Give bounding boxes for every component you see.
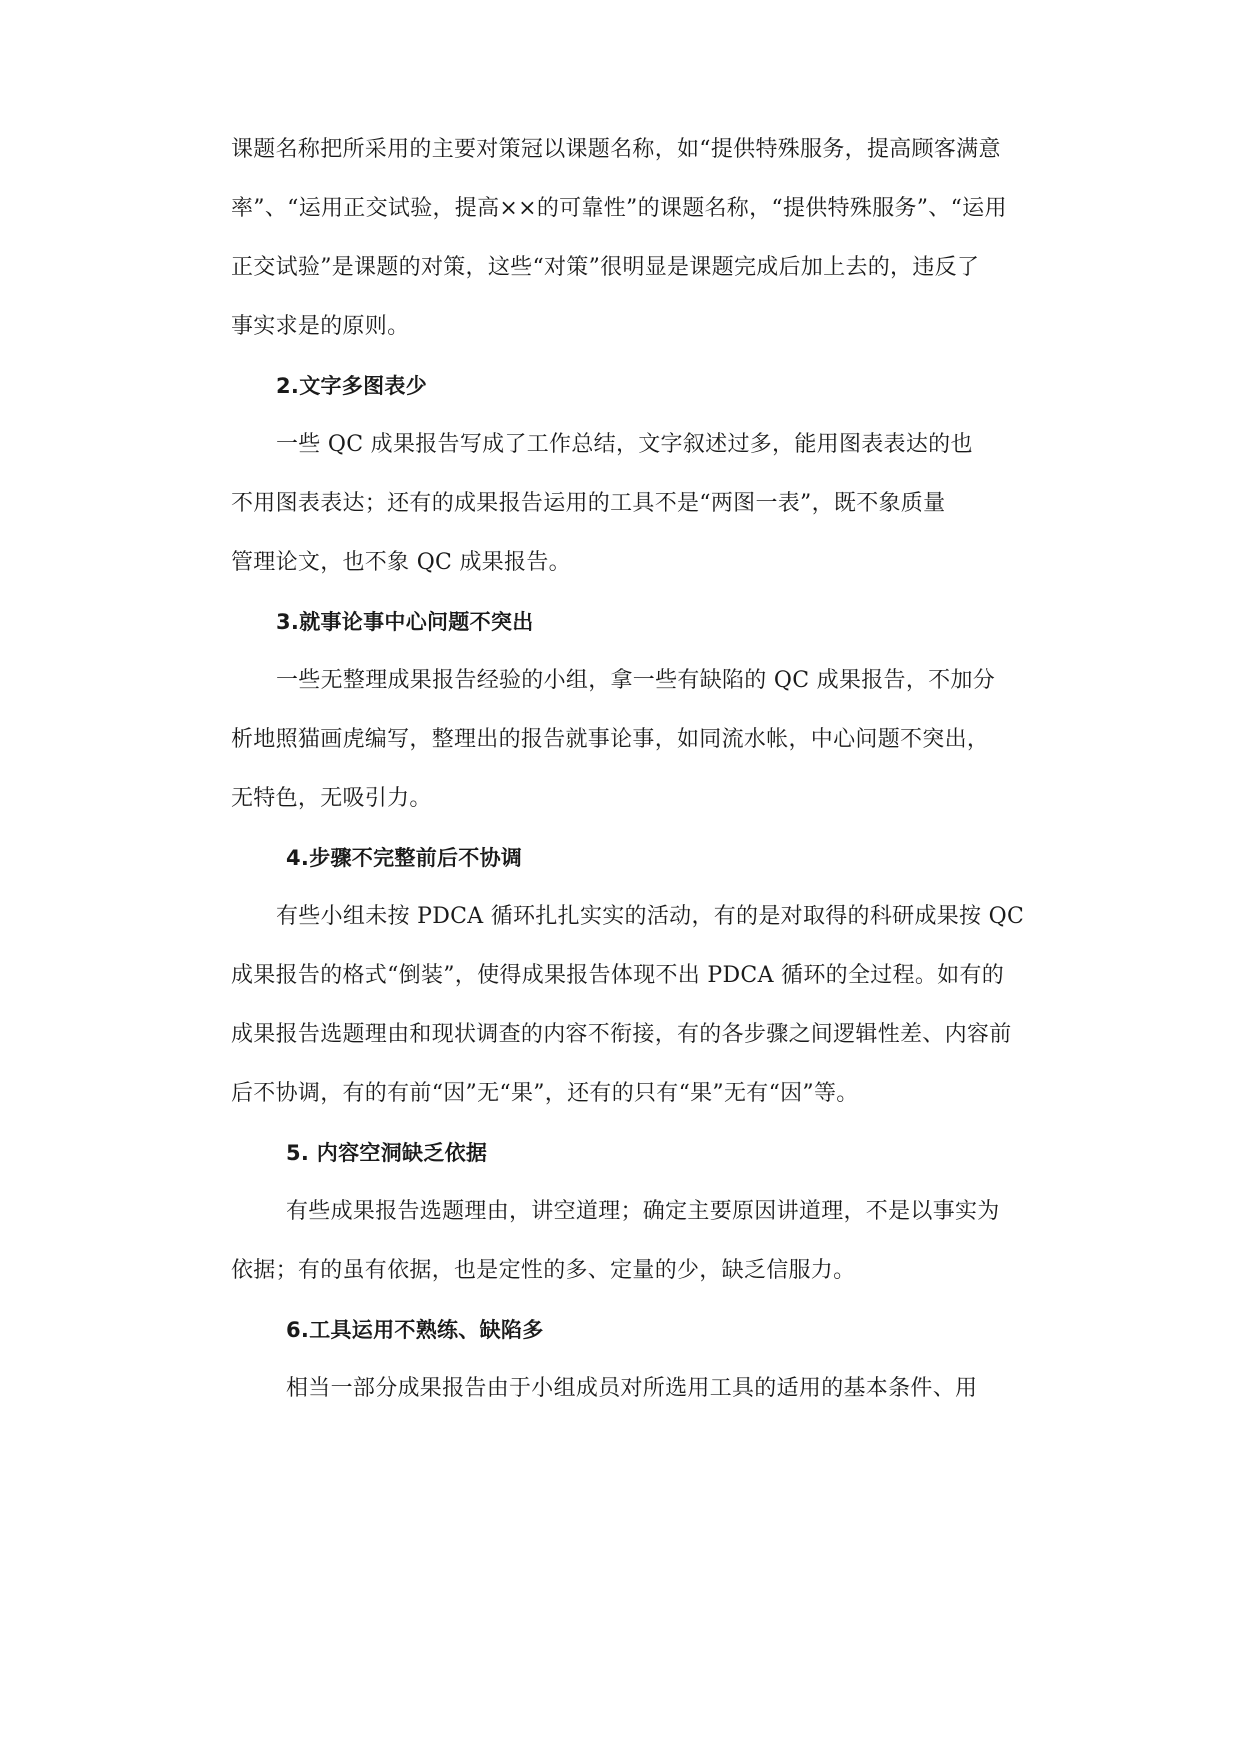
paragraph-line: 后不协调，有的有前“因”无“果”，还有的只有“果”无有“因”等。	[231, 1081, 859, 1106]
section-heading: 5. 内容空洞缺乏依据	[286, 1141, 488, 1165]
paragraph-line: 一些 QC 成果报告写成了工作总结，文字叙述过多，能用图表表达的也	[276, 432, 973, 457]
paragraph-line: 析地照猫画虎编写，整理出的报告就事论事，如同流水帐，中心问题不突出，	[231, 727, 990, 752]
paragraph-line: 相当一部分成果报告由于小组成员对所选用工具的适用的基本条件、用	[286, 1376, 978, 1401]
paragraph-line: 正交试验”是课题的对策，这些“对策”很明显是课题完成后加上去的，违反了	[231, 255, 980, 280]
paragraph-line: 成果报告的格式“倒装”，使得成果报告体现不出 PDCA 循环的全过程。如有的	[231, 963, 1005, 988]
paragraph-line: 成果报告选题理由和现状调查的内容不衔接，有的各步骤之间逻辑性差、内容前	[231, 1022, 1012, 1047]
paragraph-line: 管理论文，也不象 QC 成果报告。	[231, 550, 571, 575]
section-heading: 2.文字多图表少	[276, 374, 427, 398]
section-heading: 3.就事论事中心问题不突出	[276, 610, 534, 634]
paragraph-line: 一些无整理成果报告经验的小组，拿一些有缺陷的 QC 成果报告，不加分	[276, 668, 996, 693]
paragraph-line: 不用图表表达；还有的成果报告运用的工具不是“两图一表”，既不象质量	[231, 491, 946, 516]
paragraph-line: 事实求是的原则。	[231, 314, 410, 339]
paragraph-line: 课题名称把所采用的主要对策冠以课题名称，如“提供特殊服务，提高顾客满意	[231, 137, 1001, 162]
section-heading: 4.步骤不完整前后不协调	[286, 846, 523, 870]
paragraph-line: 有些成果报告选题理由，讲空道理；确定主要原因讲道理，不是以事实为	[286, 1199, 1000, 1224]
paragraph-line: 率”、“运用正交试验，提高××的可靠性”的课题名称，“提供特殊服务”、“运用	[231, 196, 1007, 221]
section-heading: 6.工具运用不熟练、缺陷多	[286, 1318, 544, 1342]
paragraph-line: 依据；有的虽有依据，也是定性的多、定量的少，缺乏信服力。	[231, 1258, 856, 1283]
paragraph-line: 无特色，无吸引力。	[231, 786, 432, 811]
paragraph-line: 有些小组未按 PDCA 循环扎扎实实的活动，有的是对取得的科研成果按 QC	[276, 904, 1025, 929]
